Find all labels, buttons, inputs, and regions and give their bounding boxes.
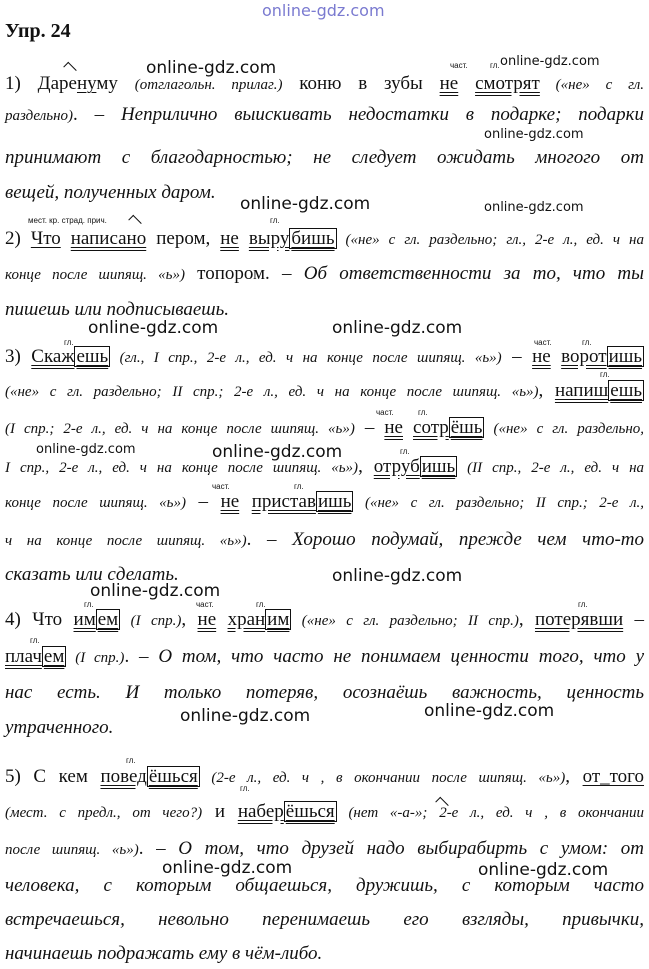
- paragraph-5-line: после шипящ. «ь»). – О том, что друзей надо выбирабирть с умом: от: [5, 838, 645, 859]
- mark-verb: гл.: [400, 447, 410, 456]
- mark-particle: част.: [534, 338, 552, 347]
- paragraph-2-line: конце после шипящ. «ь») топором. – Об ответственности за то, что ты: [5, 263, 645, 284]
- paragraph-3-line: 3) Скаж ешь (гл., I спр., 2-е л., ед. ч на конце после шипящ. «ь») – не ворот ишь: [5, 346, 643, 367]
- paragraph-4-line: утраченного.: [5, 717, 114, 738]
- mark-particle: част.: [376, 408, 394, 417]
- mark-verb: гл.: [84, 600, 94, 609]
- watermark: online-gdz.com: [478, 860, 609, 880]
- mark-verb: гл.: [578, 600, 588, 609]
- paragraph-3-line: I спр., 2-е л., ед. ч на конце после шипящ. «ь»), отруб ишь (II спр., 2-е л., ед. ч на: [5, 456, 645, 477]
- watermark: online-gdz.com: [332, 566, 463, 586]
- mark-verb: гл.: [270, 216, 280, 225]
- mark-verb: гл.: [582, 338, 592, 347]
- mark-verb: гл.: [418, 408, 428, 417]
- paragraph-3-line: ч на конце после шипящ. «ь»). – Хорошо подумай, прежде чем что-то: [5, 529, 645, 550]
- watermark: online-gdz.com: [146, 58, 277, 78]
- mark-particle: част.: [212, 482, 230, 491]
- watermark: online-gdz.com: [500, 54, 600, 69]
- paragraph-4-line: нас есть. И только потеряв, осознаёшь важность, ценность: [5, 682, 644, 703]
- paragraph-3-line: (I спр.; 2-е л., ед. ч на конце после шипящ. «ь») – не сотр ёшь («не» с гл. раздельно,: [5, 417, 645, 438]
- mark-verb: гл.: [490, 61, 500, 70]
- paragraph-1-line: принимают с благодарностью; не следует ожидать многого от: [5, 147, 644, 168]
- mark-verb: гл.: [30, 636, 40, 645]
- paragraph-4-line: плач ем (I спр.). – О том, что часто не понимаем ценности того, что у: [5, 646, 645, 667]
- mark-particle: част.: [450, 61, 468, 70]
- paragraph-4-line: 4) Что им ем (I спр.), не хран им («не» с гл. раздельно; II спр.), потерявши –: [5, 609, 645, 630]
- paragraph-5-line: 5) С кем повед ёшься (2-е л., ед. ч , в окончании после шипящ. «ь»), от_того: [5, 766, 645, 787]
- mark-verb: гл.: [256, 600, 266, 609]
- mark-particle: част.: [196, 600, 214, 609]
- exercise-heading: Упр. 24: [5, 20, 71, 42]
- paragraph-2-line: пишешь или подписываешь.: [5, 299, 230, 320]
- mark-pronoun-participle: мест. кр. страд. прич.: [28, 216, 107, 225]
- mark-verb: гл.: [240, 784, 250, 793]
- paragraph-5-line: (мест. с предл., от чего?) и набер ёшься (нет «-а-»; 2-е л., ед. ч , в окончании: [5, 801, 645, 822]
- watermark: online-gdz.com: [212, 442, 343, 462]
- watermark: online-gdz.com: [180, 706, 311, 726]
- watermark-top: online-gdz.com: [262, 1, 385, 20]
- mark-verb: гл.: [64, 338, 74, 347]
- paragraph-3-line: конце после шипящ. «ь») – не пристав ишь («не» с гл. раздельно; II спр.; 2-е л.,: [5, 491, 645, 512]
- watermark: online-gdz.com: [240, 194, 371, 214]
- watermark: online-gdz.com: [36, 442, 136, 457]
- watermark: online-gdz.com: [88, 318, 219, 338]
- watermark: online-gdz.com: [90, 581, 221, 601]
- mark-verb: гл.: [126, 756, 136, 765]
- watermark: online-gdz.com: [424, 701, 555, 721]
- paragraph-5-line: встречаешься, невольно перенимаешь его взгляды, привычки,: [5, 909, 644, 930]
- paragraph-1-line: 1) Даренуму (отглагольн. прилаг.) коню в зубы не смотрят («не» с гл.: [5, 73, 645, 94]
- paragraph-5-line: начинаешь подражать ему в чём-либо.: [5, 943, 323, 964]
- watermark: online-gdz.com: [332, 318, 463, 338]
- paragraph-1-line: вещей, полученных даром.: [5, 182, 216, 203]
- watermark: online-gdz.com: [162, 858, 293, 878]
- mark-verb: гл.: [294, 482, 304, 491]
- mark-verb: гл.: [600, 370, 610, 379]
- paragraph-2-line: 2) Что написано пером, не выру бишь («не» с гл. раздельно; гл., 2-е л., ед. ч на: [5, 228, 644, 249]
- paragraph-1-line: раздельно). – Неприлично выискивать недостатки в подарке; подарки: [5, 104, 645, 125]
- watermark: online-gdz.com: [484, 127, 584, 142]
- paragraph-3-line: («не» с гл. раздельно; II спр.; 2-е л., ед. ч на конце после шипящ. «ь»), напиш ешь: [5, 380, 642, 401]
- watermark: online-gdz.com: [484, 200, 584, 215]
- paragraph-5-line: человека, с которым общаешься, дружишь, с которым часто: [5, 875, 644, 896]
- paragraph-3-line: сказать или сделать.: [5, 564, 179, 585]
